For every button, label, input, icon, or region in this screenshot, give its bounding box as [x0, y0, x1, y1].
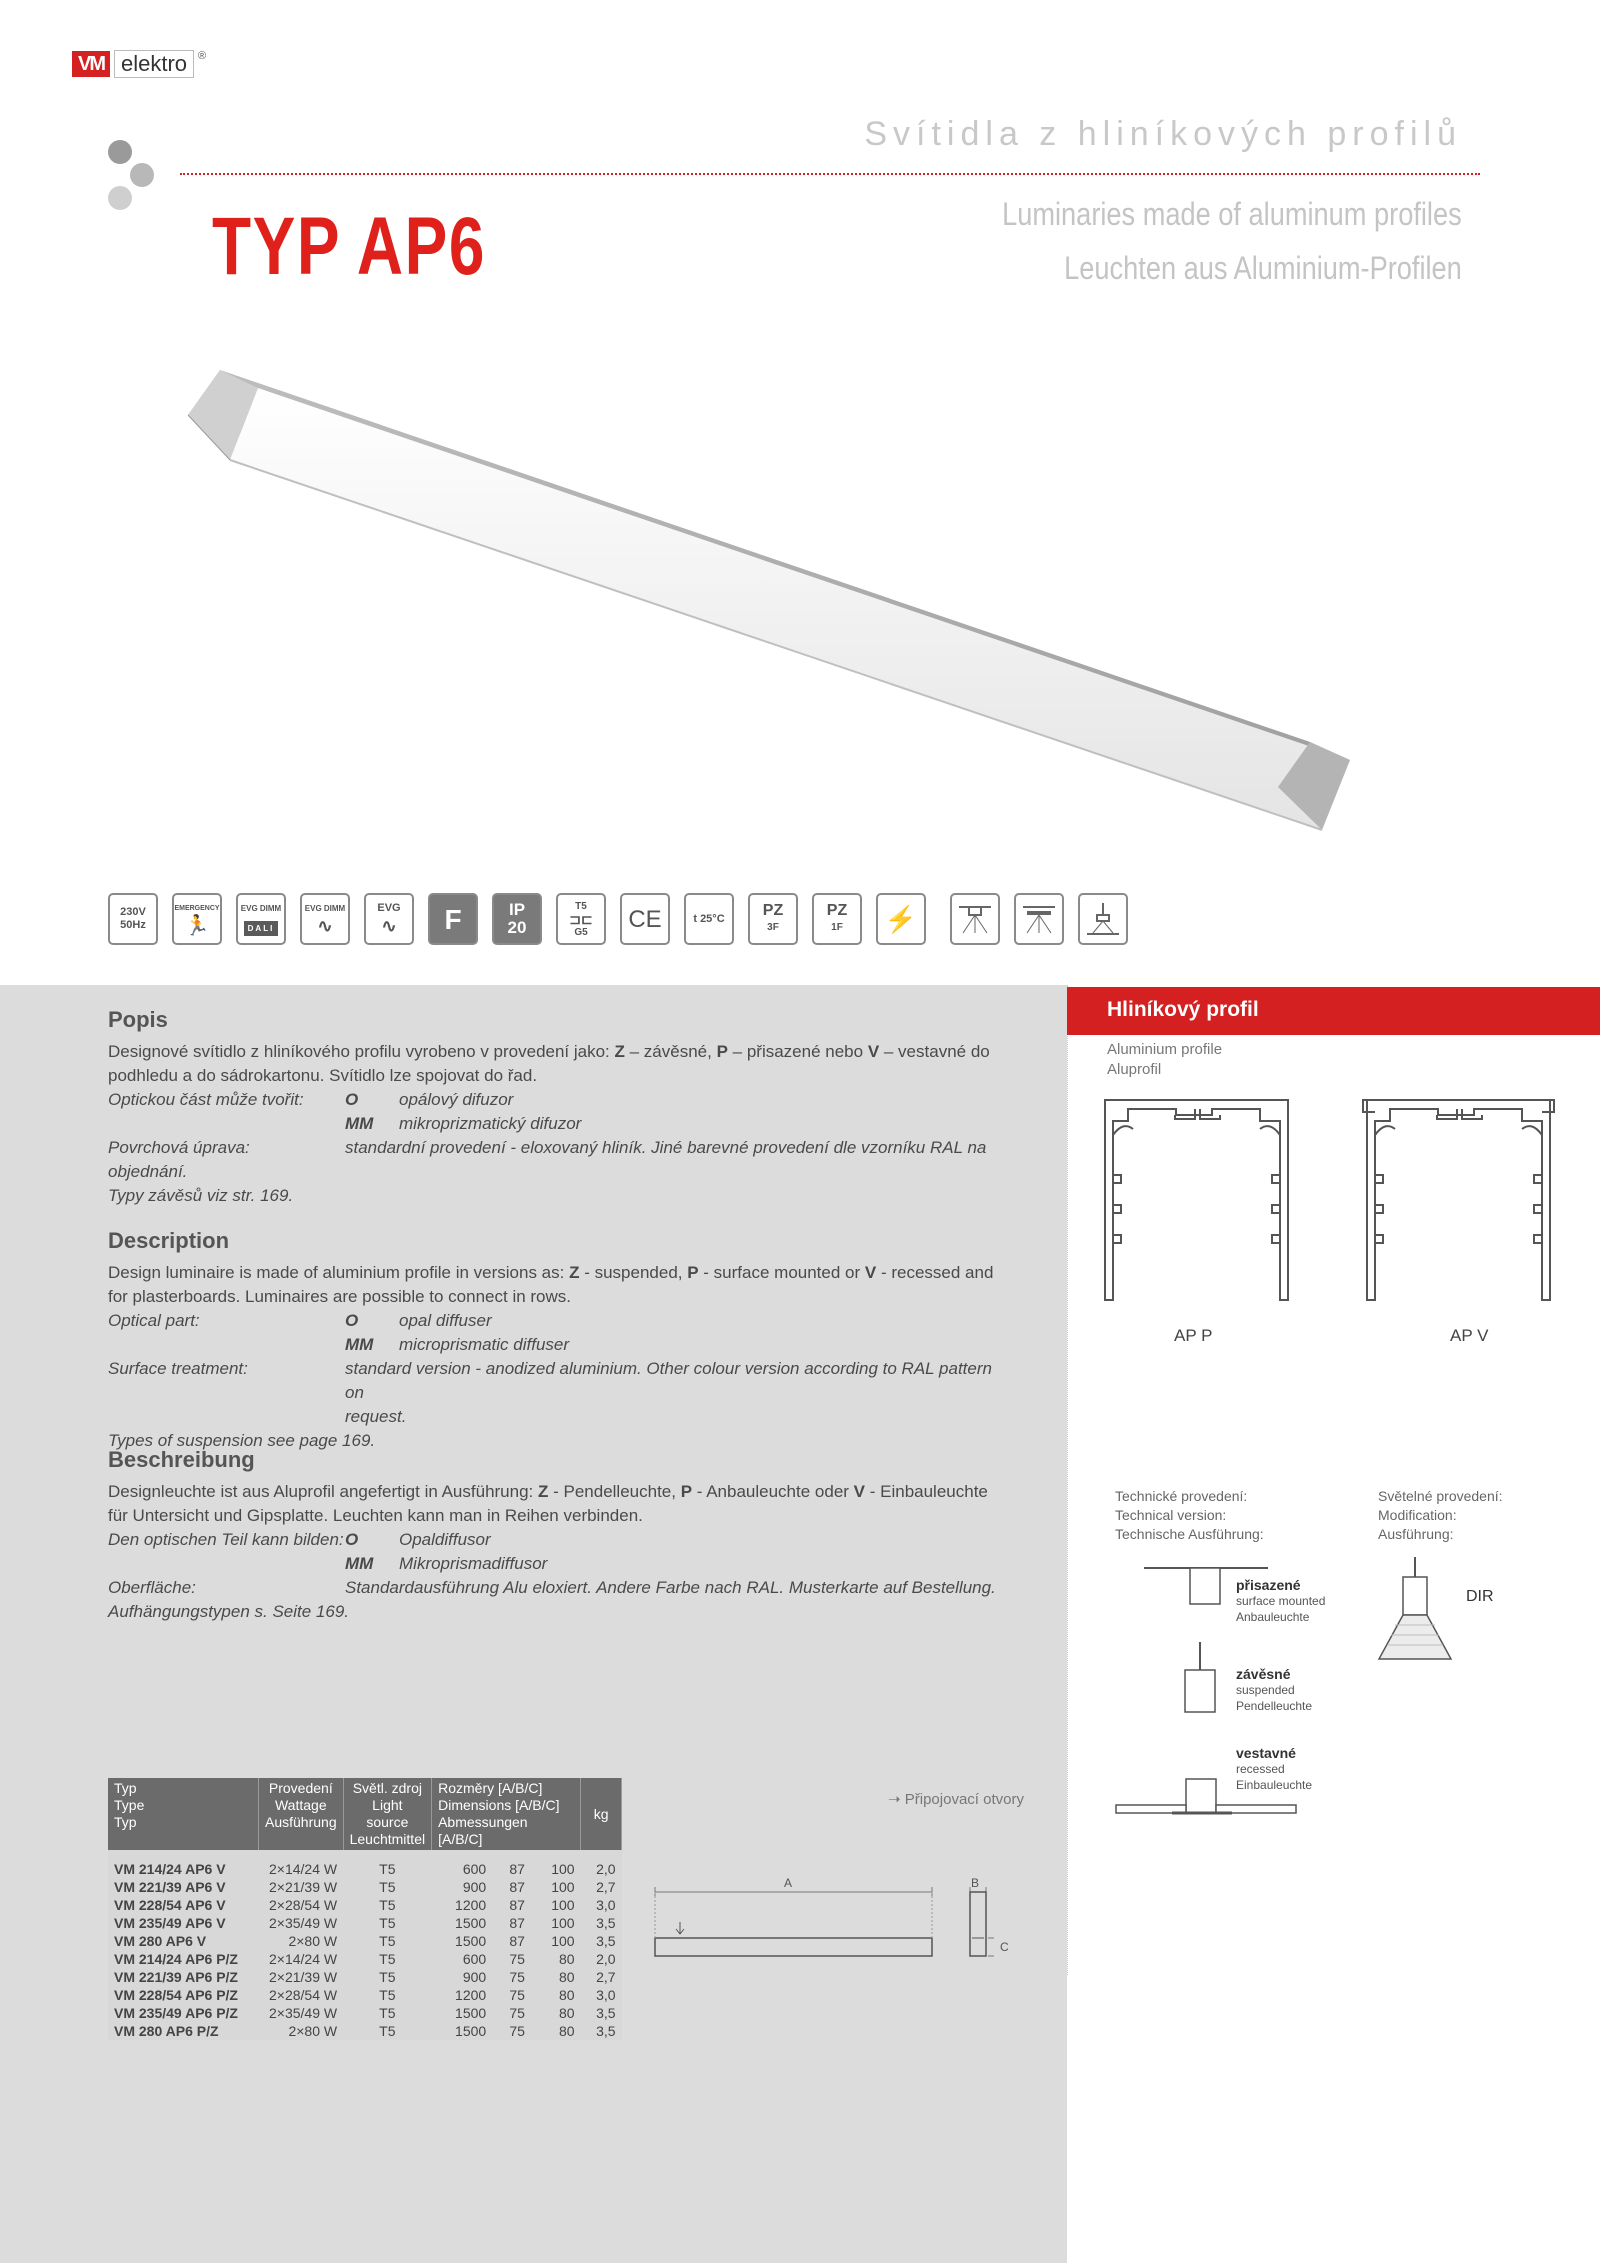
table-cell: 2×35/49 W	[259, 2004, 344, 2022]
temperature-icon	[684, 893, 734, 945]
table-cell: 100	[531, 1914, 581, 1932]
table-cell: T5	[343, 1932, 431, 1950]
description-text	[108, 1261, 1011, 1453]
technical-version-labels	[1115, 1487, 1264, 1544]
emergency-icon: EMERGENCY 🏃	[172, 893, 222, 945]
recessed-label	[1236, 1745, 1312, 1793]
table-row	[108, 1950, 622, 1968]
table-cell: 87	[492, 1896, 531, 1914]
table-cell: VM 228/54 AP6 V	[108, 1896, 259, 1914]
table-cell: T5	[343, 1914, 431, 1932]
suspended-de: Pendelleuchte	[1236, 1699, 1313, 1713]
profile-sub-de: Aluprofil	[1107, 1061, 1162, 1078]
table-cell: 2×21/39 W	[259, 1968, 344, 1986]
pz-phase: 3F	[767, 922, 779, 933]
f-mark-icon	[428, 893, 478, 945]
tech-version-de: Technische Ausführung:	[1115, 1526, 1264, 1542]
pz-phase: 1F	[831, 922, 843, 933]
description-intro: Design luminaire is made of aluminium profile in versions as: Z - suspended, P - surface mounted or V - recessed and for plasterboards. Luminaires are possible to connect in rows.	[108, 1263, 994, 1306]
table-header-row	[108, 1778, 622, 1850]
beschreibung-optic-o: Den optischen Teil kann bilden: O Opaldiffusor	[108, 1530, 491, 1549]
dimension-a-label: A	[784, 1876, 793, 1890]
recessed-cz: vestavné	[1236, 1745, 1296, 1761]
popis-optic-o: Optickou část může tvořit: O opálový difuzor	[108, 1090, 514, 1109]
arrow-right-icon: ➝	[888, 1791, 905, 1808]
ip-value: 20	[507, 918, 527, 937]
table-row	[108, 1896, 622, 1914]
subtitle-en: Luminaries made of aluminum profiles	[1002, 196, 1462, 232]
col-wattage: Provedení Wattage Ausführung	[259, 1778, 344, 1850]
ce-label: CE	[628, 905, 662, 933]
table-cell: 75	[492, 1968, 531, 1986]
table-cell: 900	[432, 1878, 493, 1896]
surface-de: Anbauleuchte	[1236, 1610, 1310, 1624]
suspended-label	[1236, 1666, 1312, 1714]
table-cell: 3,5	[581, 1932, 622, 1950]
table-cell: 80	[531, 1968, 581, 1986]
evg-dimm-label: EVG DIMM	[240, 904, 282, 913]
light-version-cz: Světelné provedení:	[1378, 1488, 1503, 1504]
popis-optic-mm: MM mikroprizmatický difuzor	[345, 1114, 582, 1133]
category-title: Svítidla z hliníkových profilů	[864, 115, 1462, 153]
table-cell: VM 228/54 AP6 P/Z	[108, 1986, 259, 2004]
table-cell: VM 235/49 AP6 P/Z	[108, 2004, 259, 2022]
beschreibung-suspension: Aufhängungstypen s. Seite 169.	[108, 1602, 350, 1621]
col-type: Typ Type Typ	[108, 1778, 259, 1850]
beschreibung-intro: Designleuchte ist aus Aluprofil angefertigt in Ausführung: Z - Pendelleuchte, P - Anbauleuchte oder V - Einbauleuchte für Untersicht und Gipsplatte. Leuchten kann man in Reihen verbinden.	[108, 1482, 988, 1525]
table-cell: 80	[531, 1950, 581, 1968]
evg-dimm-label: EVG DIMM	[304, 903, 346, 913]
table-cell: 2×28/54 W	[259, 1896, 344, 1914]
temperature-label: t 25°C	[693, 912, 725, 925]
popis-surface: Povrchová úprava: standardní provedení - eloxovaný hliník. Jiné barevné provedení dle vzorníku RAL na	[108, 1138, 987, 1157]
voltage-icon	[108, 893, 158, 945]
spec-table-body	[108, 1850, 622, 2040]
suspended-icon	[1180, 1640, 1240, 1720]
table-row	[108, 1986, 622, 2004]
table-cell: 87	[492, 1860, 531, 1878]
table-cell: 80	[531, 1986, 581, 2004]
beschreibung-text	[108, 1480, 1011, 1624]
logo-registered: ®	[198, 50, 207, 62]
dimension-b-label: B	[971, 1876, 980, 1890]
table-row	[108, 1914, 622, 1932]
surface-en: surface mounted	[1236, 1594, 1326, 1608]
logo-mark: VM	[72, 51, 110, 77]
table-cell: 1200	[432, 1986, 493, 2004]
table-cell: 2×80 W	[259, 2022, 344, 2040]
profile-header	[1067, 987, 1600, 1035]
table-cell: 2×14/24 W	[259, 1950, 344, 1968]
profile-ap-v-drawing	[1362, 1095, 1562, 1305]
recessed-de: Einbauleuchte	[1236, 1778, 1313, 1792]
tech-version-en: Technical version:	[1115, 1507, 1227, 1523]
table-cell: 1500	[432, 2022, 493, 2040]
emergency-label: EMERGENCY	[174, 904, 220, 912]
pz-label: PZ	[762, 902, 784, 919]
table-cell: 3,5	[581, 2004, 622, 2022]
profile-sub-en: Aluminium profile	[1107, 1041, 1223, 1058]
col-light-source: Světl. zdroj Light source Leuchtmittel	[343, 1778, 431, 1850]
table-cell: T5	[343, 2004, 431, 2022]
table-cell: 75	[492, 1986, 531, 2004]
table-cell: 3,5	[581, 2022, 622, 2040]
table-cell: 100	[531, 1860, 581, 1878]
popis-surface-cont: objednání.	[108, 1162, 188, 1181]
subtitle-de: Leuchten aus Aluminium-Profilen	[1064, 250, 1462, 286]
frequency-value: 50Hz	[120, 919, 146, 931]
table-cell: 2,7	[581, 1968, 622, 1986]
lamp-type: T5	[575, 900, 587, 912]
lamp-socket-icon: T5 ⊐⊏ G5	[556, 893, 606, 945]
dimension-c-label: C	[1000, 1940, 1009, 1954]
light-version-de: Ausführung:	[1378, 1526, 1454, 1542]
table-cell: 1500	[432, 2004, 493, 2022]
product-title: TYP AP6	[212, 201, 486, 292]
table-cell: 100	[531, 1932, 581, 1950]
connection-holes-note: ➝ Připojovací otvory	[888, 1791, 1024, 1808]
table-cell: 1500	[432, 1932, 493, 1950]
profile-heading: Hliníkový profil	[1107, 998, 1259, 1021]
table-cell: VM 221/39 AP6 P/Z	[108, 1968, 259, 1986]
table-cell: 75	[492, 2022, 531, 2040]
table-cell: VM 221/39 AP6 V	[108, 1878, 259, 1896]
table-cell: VM 214/24 AP6 V	[108, 1860, 259, 1878]
decor-dot	[130, 163, 154, 187]
decor-dot	[108, 186, 132, 210]
table-cell: 87	[492, 1914, 531, 1932]
profile-subtitles	[1107, 1040, 1222, 1080]
profile-ap-p-label: AP P	[1174, 1326, 1213, 1345]
mount-recessed-icon	[1078, 893, 1128, 945]
table-cell: 600	[432, 1860, 493, 1878]
table-cell: VM 280 AP6 P/Z	[108, 2022, 259, 2040]
pz-1f-icon	[812, 893, 862, 945]
evg-dimm-icon: EVG DIMM ∿	[300, 893, 350, 945]
suspended-cz: závěsné	[1236, 1666, 1291, 1682]
pz-label: PZ	[826, 902, 848, 919]
table-cell: 100	[531, 1878, 581, 1896]
table-cell: 87	[492, 1932, 531, 1950]
pz-3f-icon	[748, 893, 798, 945]
ip-rating-icon	[492, 893, 542, 945]
header-divider	[180, 173, 1480, 175]
col-dimensions: Rozměry [A/B/C] Dimensions [A/B/C] Abmessungen [A/B/C]	[432, 1778, 581, 1850]
popis-text	[108, 1040, 1011, 1208]
ce-mark-icon	[620, 893, 670, 945]
popis-intro: Designové svítidlo z hliníkového profilu vyrobeno v provedení jako: Z – závěsné, P – přisazené nebo V – vestavné do podhledu a do sádrokartonu. Svítidlo lze spojovat do řad.	[108, 1042, 990, 1085]
table-cell: 2×35/49 W	[259, 1914, 344, 1932]
logo-text: elektro	[114, 50, 194, 78]
evg-label: EVG	[377, 901, 401, 914]
table-row	[108, 2022, 622, 2040]
light-version-en: Modification:	[1378, 1507, 1457, 1523]
table-cell: VM 280 AP6 V	[108, 1932, 259, 1950]
feature-icons-row	[108, 893, 1128, 945]
profile-ap-p-drawing	[1100, 1095, 1300, 1305]
table-cell: 600	[432, 1950, 493, 1968]
table-row	[108, 1932, 622, 1950]
description-optic-mm: MM microprismatic diffuser	[345, 1335, 570, 1354]
table-cell: 2×28/54 W	[259, 1986, 344, 2004]
table-cell: 2×14/24 W	[259, 1860, 344, 1878]
table-cell: T5	[343, 1968, 431, 1986]
decor-dot	[108, 140, 132, 164]
table-cell: 3,0	[581, 1896, 622, 1914]
table-cell: VM 235/49 AP6 V	[108, 1914, 259, 1932]
table-row	[108, 1968, 622, 1986]
col-kg: kg	[581, 1778, 622, 1850]
table-cell: 80	[531, 2004, 581, 2022]
evg-dimm-dali-icon	[236, 893, 286, 945]
tech-version-cz: Technické provedení:	[1115, 1488, 1248, 1504]
table-cell: 1200	[432, 1896, 493, 1914]
table-cell: 100	[531, 1896, 581, 1914]
table-row	[108, 1860, 622, 1878]
dali-label: DALI	[244, 921, 279, 936]
popis-suspension: Typy závěsů viz str. 169.	[108, 1186, 294, 1205]
beschreibung-heading: Beschreibung	[108, 1447, 255, 1472]
table-row	[108, 2004, 622, 2022]
light-version-labels	[1378, 1487, 1503, 1544]
surface-mounted-label	[1236, 1577, 1325, 1625]
recessed-en: recessed	[1236, 1762, 1285, 1776]
table-cell: T5	[343, 1896, 431, 1914]
spec-table	[108, 1778, 622, 2040]
surface-cz: přisazené	[1236, 1577, 1301, 1593]
f-mark-label: F	[444, 903, 462, 935]
table-row	[108, 1878, 622, 1896]
table-cell: T5	[343, 1986, 431, 2004]
dimension-drawing	[650, 1870, 1020, 1970]
dir-light-icon	[1375, 1555, 1455, 1665]
table-cell: 900	[432, 1968, 493, 1986]
table-cell: T5	[343, 1878, 431, 1896]
table-cell: 2,0	[581, 1950, 622, 1968]
table-cell: 3,5	[581, 1914, 622, 1932]
table-cell: 3,0	[581, 1986, 622, 2004]
dir-label: DIR	[1466, 1588, 1494, 1605]
table-cell: 2×80 W	[259, 1932, 344, 1950]
table-cell: 87	[492, 1878, 531, 1896]
table-cell: 80	[531, 2022, 581, 2040]
table-cell: 1500	[432, 1914, 493, 1932]
description-heading: Description	[108, 1228, 230, 1253]
table-cell: 75	[492, 1950, 531, 1968]
table-spacer	[108, 1850, 622, 1860]
brand-logo	[72, 50, 206, 78]
mount-suspended-icon	[1014, 893, 1064, 945]
table-cell: T5	[343, 1860, 431, 1878]
description-surface-cont: request.	[345, 1407, 407, 1426]
table-cell: 75	[492, 2004, 531, 2022]
table-cell: 2,0	[581, 1860, 622, 1878]
product-luminaire-image	[180, 360, 1420, 850]
popis-heading: Popis	[108, 1007, 168, 1032]
profile-ap-v-label: AP V	[1450, 1326, 1489, 1345]
description-surface: Surface treatment: standard version - anodized aluminium. Other colour version according to RAL pattern on	[108, 1359, 992, 1402]
table-cell: T5	[343, 2022, 431, 2040]
table-cell: 2×21/39 W	[259, 1878, 344, 1896]
beschreibung-optic-mm: MM Mikroprismadiffusor	[345, 1554, 548, 1573]
cable-plug-icon: ⚡	[876, 893, 926, 945]
mount-surface-icon	[950, 893, 1000, 945]
table-cell: 2,7	[581, 1878, 622, 1896]
suspended-en: suspended	[1236, 1683, 1295, 1697]
description-suspension: Types of suspension see page 169.	[108, 1431, 376, 1450]
voltage-value: 230V	[120, 906, 146, 918]
beschreibung-surface: Oberfläche: Standardausführung Alu eloxiert. Andere Farbe nach RAL. Musterkarte auf Bestellung.	[108, 1578, 996, 1597]
table-cell: T5	[343, 1950, 431, 1968]
ip-label: IP	[508, 900, 526, 919]
socket-type: G5	[574, 926, 588, 938]
evg-icon: EVG ∿	[364, 893, 414, 945]
table-cell: VM 214/24 AP6 P/Z	[108, 1950, 259, 1968]
description-optic-o: Optical part: O opal diffuser	[108, 1311, 492, 1330]
